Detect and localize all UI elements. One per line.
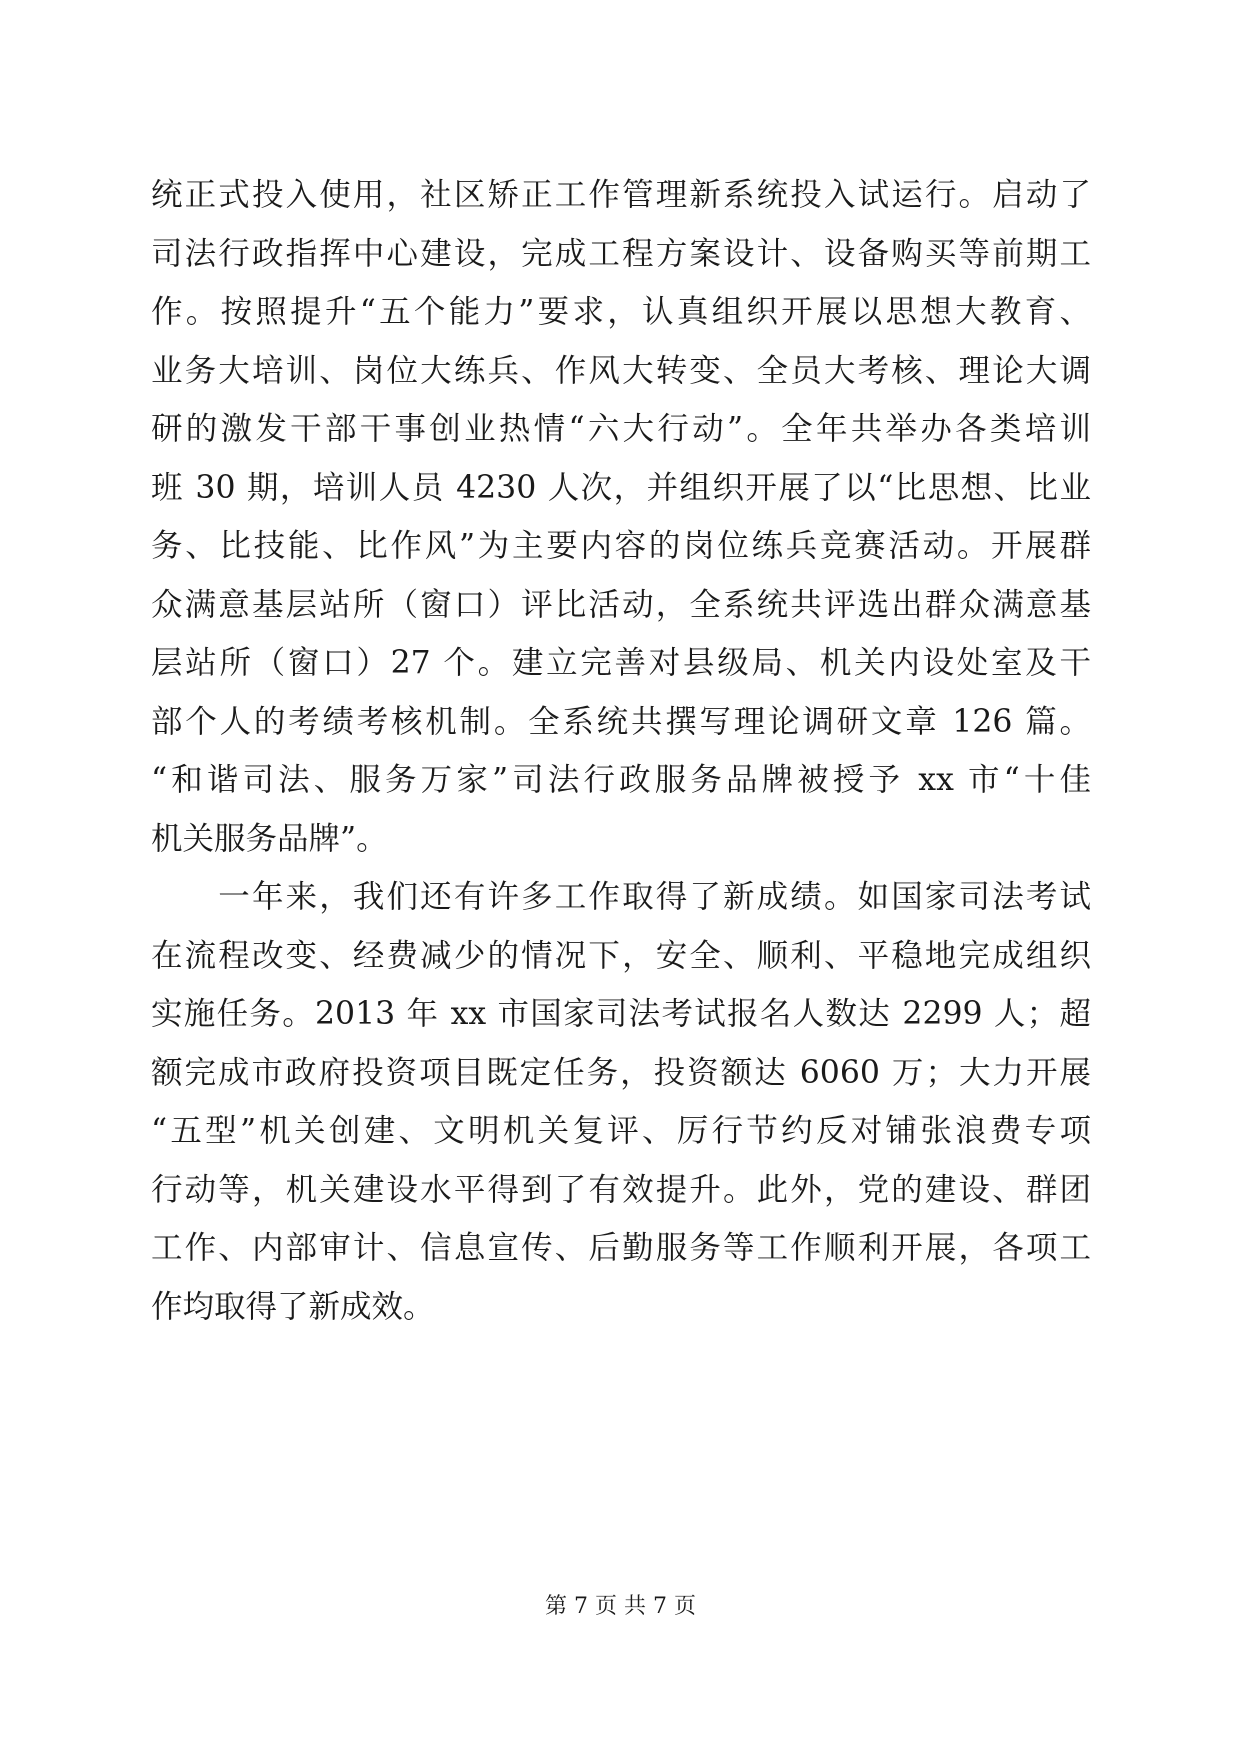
text-line: “和谐司法、服务万家”司法行政服务品牌被授予 xx 市“十佳 — [151, 762, 1091, 798]
text-line: 研的激发干部干事创业热情“六大行动”。全年共举办各类培训 — [151, 411, 1091, 447]
text-line: 部个人的考绩考核机制。全系统共撰写理论调研文章 126 篇。 — [151, 703, 1091, 740]
text-line: 在流程改变、经费减少的情况下，安全、顺利、平稳地完成组织 — [151, 937, 1091, 974]
paragraph — [151, 868, 1091, 1336]
text-line: 额完成市政府投资项目既定任务，投资额达 6060 万；大力开展 — [151, 1054, 1091, 1091]
text-line: 层站所（窗口）27 个。建立完善对县级局、机关内设处室及干 — [151, 645, 1091, 681]
page-footer: 第 7 页 共 7 页 — [545, 1594, 696, 1619]
text-line: 一年来，我们还有许多工作取得了新成绩。如国家司法考试 — [151, 879, 1091, 915]
text-line: 行动等，机关建设水平得到了有效提升。此外，党的建设、群团 — [151, 1171, 1091, 1208]
text-line: 作。按照提升“五个能力”要求，认真组织开展以思想大教育、 — [151, 294, 1091, 330]
text-line: “五型”机关创建、文明机关复评、厉行节约反对铺张浪费专项 — [151, 1113, 1091, 1149]
paragraph — [151, 166, 1091, 868]
text-line: 机关服务品牌”。 — [151, 820, 388, 857]
text-line: 实施任务。2013 年 xx 市国家司法考试报名人数达 2299 人；超 — [151, 996, 1091, 1032]
text-line: 司法行政指挥中心建设，完成工程方案设计、设备购买等前期工 — [151, 235, 1091, 272]
text-line: 作均取得了新成效。 — [151, 1288, 435, 1325]
text-line: 务、比技能、比作风”为主要内容的岗位练兵竞赛活动。开展群 — [151, 528, 1091, 564]
text-line: 众满意基层站所（窗口）评比活动，全系统共评选出群众满意基 — [151, 586, 1091, 623]
text-line: 业务大培训、岗位大练兵、作风大转变、全员大考核、理论大调 — [151, 352, 1091, 389]
text-line: 工作、内部审计、信息宣传、后勤服务等工作顺利开展，各项工 — [151, 1230, 1091, 1266]
body-text — [151, 166, 1091, 1336]
text-line: 班 30 期，培训人员 4230 人次，并组织开展了以“比思想、比业 — [151, 469, 1091, 506]
text-line: 统正式投入使用，社区矫正工作管理新系统投入试运行。启动了 — [151, 177, 1091, 213]
